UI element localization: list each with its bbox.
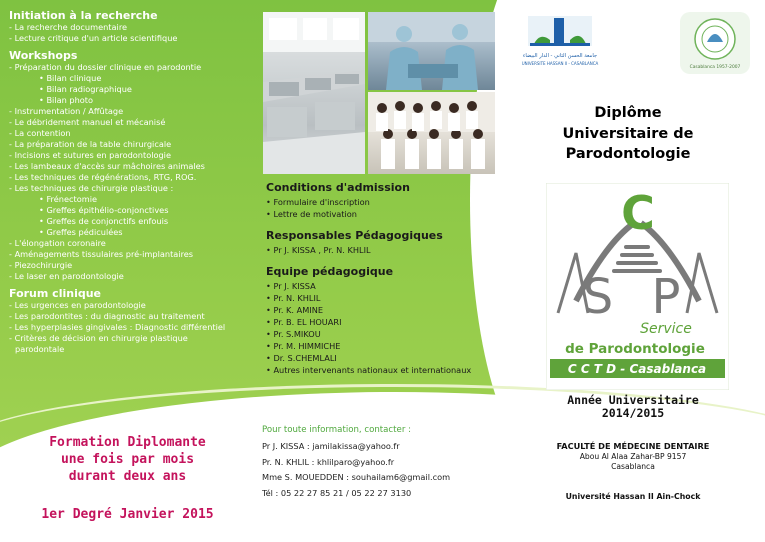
title-line: Diplôme xyxy=(594,105,662,121)
contact-block xyxy=(262,424,502,501)
equipe-title: Equipe pédagogique xyxy=(266,265,394,278)
admission-column xyxy=(266,182,506,386)
forum-list xyxy=(9,300,254,355)
conditions-title: Conditions d'admission xyxy=(266,181,410,194)
list-item: - Les hyperplasies gingivales : Diagnostic différentiel xyxy=(9,322,254,333)
list-item: • Autres intervenants nationaux et internationaux xyxy=(266,364,506,376)
contact-line: Pr. N. KHLIL : khlilparo@yahoo.fr xyxy=(262,456,395,467)
surgery-photo xyxy=(368,12,495,90)
section-title-initiation: Initiation à la recherche xyxy=(9,9,158,22)
workshops-list xyxy=(9,62,254,282)
list-item: - Instrumentation / Affûtage xyxy=(9,106,254,117)
list-item: • Bilan clinique xyxy=(9,73,254,84)
list-item: • Bilan radiographique xyxy=(9,84,254,95)
university-name: Université Hassan II Ain-Chock xyxy=(565,492,701,501)
diploma-title xyxy=(528,103,728,165)
csp-letter-c: C xyxy=(621,186,655,240)
list-item: • Greffes pédiculées xyxy=(9,227,254,238)
formation-line: une fois par mois xyxy=(60,452,195,467)
annee-label: Année Universitaire xyxy=(567,393,699,407)
faculty-block xyxy=(533,441,733,473)
contact-line: Mme S. MOUEDDEN : souhailam6@gmail.com xyxy=(262,472,451,482)
list-item: - Piezochirurgie xyxy=(9,260,254,271)
clinic-room-photo xyxy=(263,12,365,174)
list-item: - Les parodontites : du diagnostic au traitement xyxy=(9,311,254,322)
conditions-list xyxy=(266,196,506,220)
list-item: - Les techniques de chirurgie plastique : xyxy=(9,183,254,194)
responsables-list xyxy=(266,244,506,256)
list-item: • Pr. N. KHLIL xyxy=(266,292,506,304)
list-item: - L'élongation coronaire xyxy=(9,238,254,249)
list-item: • Formulaire d'inscription xyxy=(266,196,506,208)
list-item: - La contention xyxy=(9,128,254,139)
logo-caption: UNIVERSITE HASSAN II - CASABLANCA xyxy=(521,61,599,66)
list-item: • Pr J. KISSA , Pr. N. KHLIL xyxy=(266,244,506,256)
list-item: • Lettre de motivation xyxy=(266,208,506,220)
equipe-list xyxy=(266,280,506,376)
team-photo xyxy=(368,92,495,174)
university-logo xyxy=(520,14,600,68)
csp-letter-p: P xyxy=(651,269,681,325)
responsables-title: Responsables Pédagogiques xyxy=(266,229,443,242)
title-line: Universitaire de xyxy=(562,125,694,142)
formation-text xyxy=(0,434,255,485)
csp-service-logo xyxy=(546,183,729,390)
contact-line: Pr J. KISSA : jamilakissa@yahoo.fr xyxy=(262,441,400,451)
list-item: - Les techniques de régénérations, RTG, ROG. xyxy=(9,172,254,183)
contact-heading: Pour toute information, contacter : xyxy=(262,425,411,435)
list-item: • Greffes de conjonctifs enfouis xyxy=(9,216,254,227)
list-item: • Dr. S.CHEMLALI xyxy=(266,352,506,364)
list-item: - Aménagements tissulaires pré-implantaires xyxy=(9,249,254,260)
logo-arabic-text: جامعة الحسن الثاني - الدار البيضاء xyxy=(522,53,598,59)
list-item: • Greffes épithélio-conjonctives xyxy=(9,205,254,216)
csp-parodontologie-text: de Parodontologie xyxy=(565,341,705,357)
list-item: - Les urgences en parodontologie xyxy=(9,300,254,311)
faculty-name: FACULTÉ DE MÉDECINE DENTAIRE xyxy=(556,441,710,451)
list-item: - Le laser en parodontologie xyxy=(9,271,254,282)
list-item: parodontale xyxy=(15,344,65,354)
initiation-list xyxy=(9,22,254,44)
list-item: - Critères de décision en chirurgie plastique xyxy=(9,333,254,344)
list-item: - Le débridement manuel et mécanisé xyxy=(9,117,254,128)
csp-cctd-text: C C T D - Casablanca xyxy=(567,362,707,376)
list-item: • Pr. M. HIMMICHE xyxy=(266,340,506,352)
list-item: - Incisions et sutures en parodontologie xyxy=(9,150,254,161)
list-item: - Lecture critique d'un article scientifique xyxy=(9,33,254,44)
list-item: - La recherche documentaire xyxy=(9,22,254,33)
list-item: - Préparation du dossier clinique en parodontie xyxy=(9,62,254,73)
list-item: - Les lambeaux d'accès sur mâchoires animales xyxy=(9,161,254,172)
start-date: 1er Degré Janvier 2015 xyxy=(41,507,214,522)
logo2-caption: Casablanca 1957-2007 xyxy=(689,65,741,70)
list-item: • Pr. S.MIKOU xyxy=(266,328,506,340)
list-item: - La préparation de la table chirurgicale xyxy=(9,139,254,150)
list-item: • Pr. B. EL HOUARI xyxy=(266,316,506,328)
title-line: Parodontologie xyxy=(565,146,691,162)
list-item: • Bilan photo xyxy=(9,95,254,106)
annee-years: 2014/2015 xyxy=(601,406,665,420)
csp-service-text: Service xyxy=(640,321,692,337)
list-item: • Frénectomie xyxy=(9,194,254,205)
faculty-city: Casablanca xyxy=(611,462,655,471)
faculty-address: Abou Al Alaa Zahar-BP 9157 xyxy=(579,451,687,461)
section-title-forum: Forum clinique xyxy=(9,287,102,300)
formation-line: durant deux ans xyxy=(68,469,187,484)
academic-year xyxy=(533,394,733,420)
anniversary-logo xyxy=(680,12,750,74)
list-item: • Pr. K. AMINE xyxy=(266,304,506,316)
list-item: • Pr J. KISSA xyxy=(266,280,506,292)
program-column xyxy=(9,10,254,361)
section-title-workshops: Workshops xyxy=(9,49,78,62)
formation-line: Formation Diplomante xyxy=(49,435,206,450)
csp-letter-s: S xyxy=(582,269,614,325)
contact-line: Tél : 05 22 27 85 21 / 05 22 27 3130 xyxy=(262,487,412,498)
